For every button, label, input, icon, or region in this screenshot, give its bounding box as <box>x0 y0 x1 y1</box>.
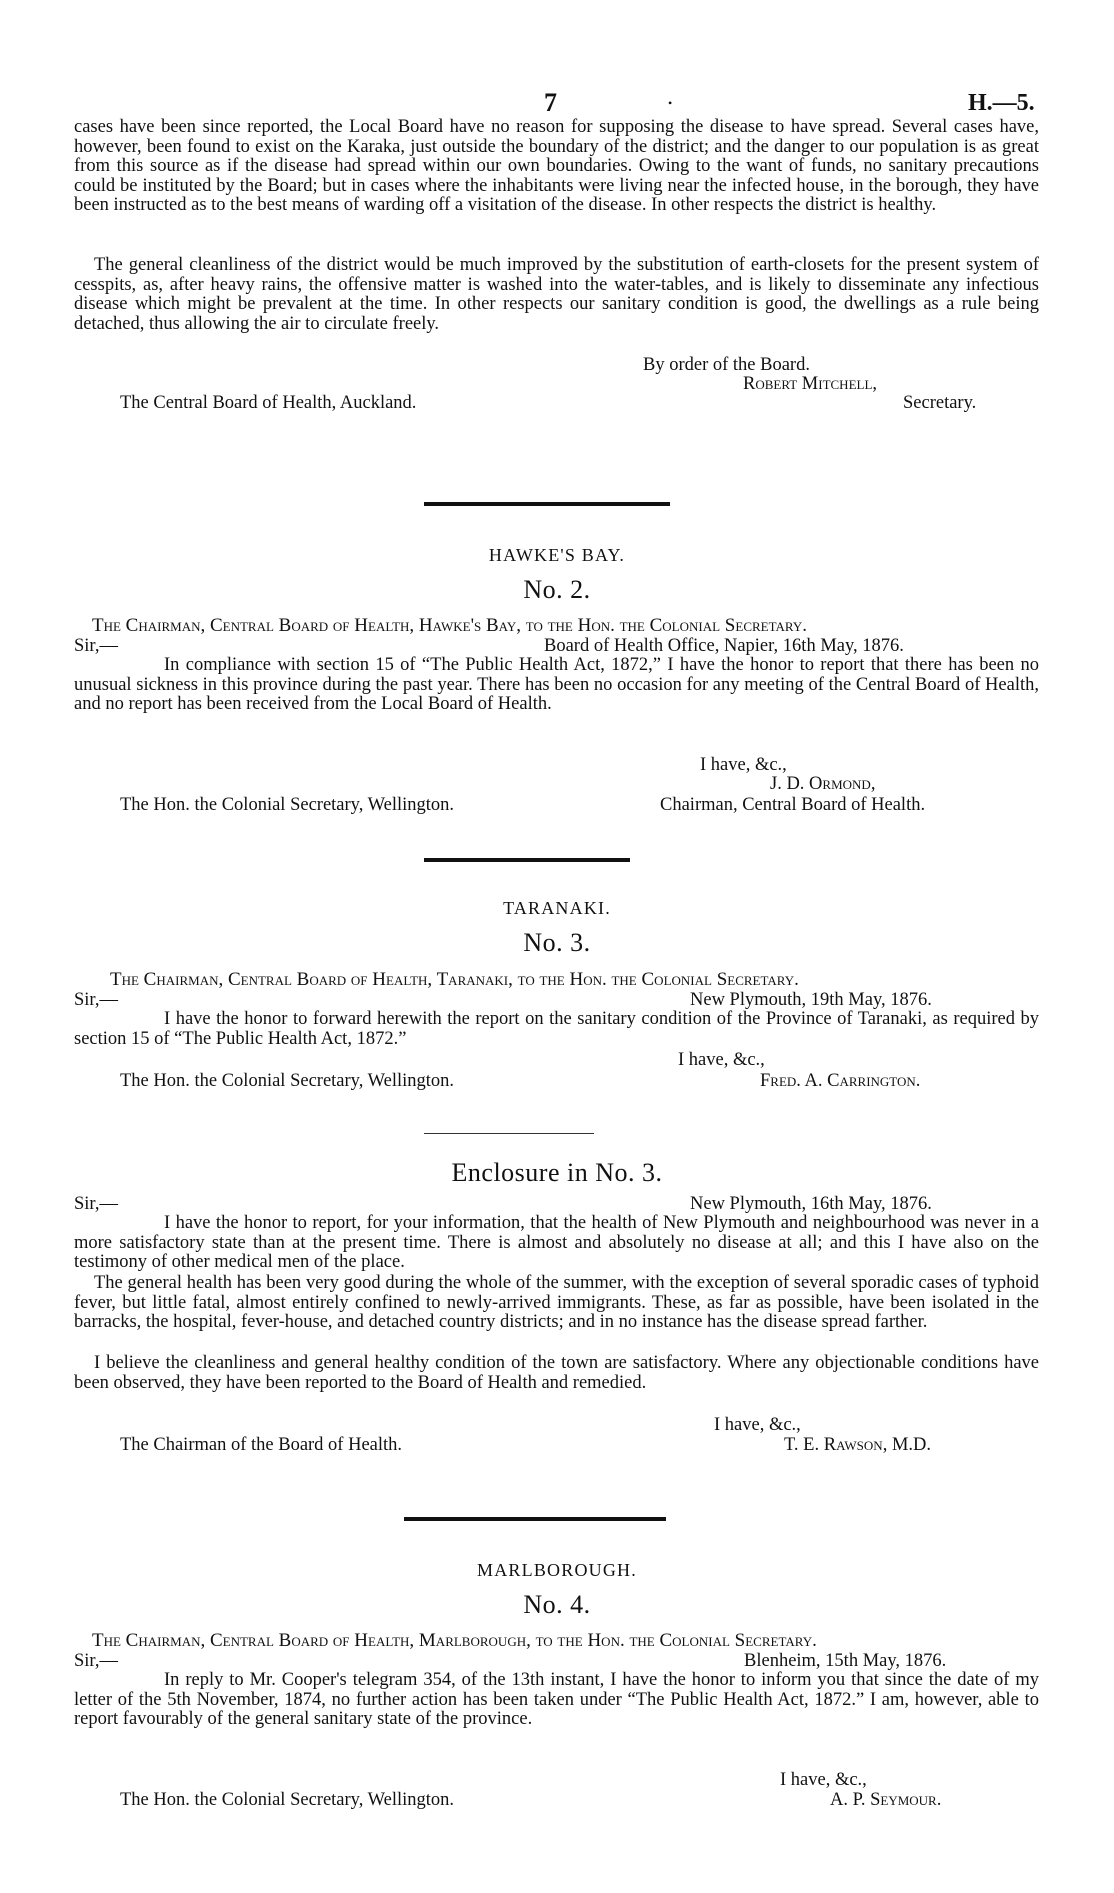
body-hawkes-bay <box>74 656 1039 715</box>
signatory-hawkes-bay: J. D. Ormond, <box>770 774 876 794</box>
enclosure-paragraph-3 <box>74 1354 1039 1393</box>
region-heading-marlborough: MARLBOROUGH. <box>477 1560 637 1580</box>
routing-line-hawkes-bay: The Chairman, Central Board of Health, Hawke's Bay, to the Hon. the Colonial Secretary. <box>92 615 807 636</box>
section-divider <box>424 502 670 506</box>
signatory-marlborough: A. P. Seymour. <box>830 1790 942 1810</box>
by-order-line: By order of the Board. <box>643 355 810 375</box>
body-taranaki <box>74 1010 1039 1049</box>
document-reference: H.—5. <box>968 90 1035 116</box>
intro-addressee: The Central Board of Health, Auckland. <box>120 393 417 413</box>
enclosure-paragraph-1-text: I have the honor to report, for your information, that the health of New Plymouth and neighbourhood was never in a more satisfactory state than at the present time. There is almost and absolutely no disease at all; and this I have also on the testimony of other medical men of the place. <box>74 1213 1039 1273</box>
place-date-marlborough: Blenheim, 15th May, 1876. <box>744 1651 947 1671</box>
body-hawkes-bay-text: In compliance with section 15 of “The Public Health Act, 1872,” I have the honor to report that there has been no unusual sickness in this province during the past year. There has been no occasion for any meeting of the Central Board of Health, and no report has been received from the Local Board of Health. <box>74 655 1039 715</box>
place-date-taranaki: New Plymouth, 19th May, 1876. <box>690 990 932 1010</box>
body-marlborough-text: In reply to Mr. Cooper's telegram 354, of the 13th instant, I have the honor to inform you that since the date of my letter of the 5th November, 1874, no further action has been taken under “The Public Health Act, 1872.” I am, however, able to report favourably of the general sanitary state of the province. <box>74 1670 1039 1730</box>
closing-marlborough: I have, &c., <box>780 1770 867 1790</box>
closing-taranaki: I have, &c., <box>678 1050 765 1070</box>
addressee-marlborough: The Hon. the Colonial Secretary, Wellington. <box>120 1790 455 1810</box>
salutation-marlborough: Sir,— <box>74 1651 118 1671</box>
intro-signatory-title: Secretary. <box>903 393 977 413</box>
salutation-taranaki: Sir,— <box>74 990 118 1010</box>
addressee-taranaki: The Hon. the Colonial Secretary, Wellington. <box>120 1071 455 1091</box>
section-divider <box>404 1517 666 1521</box>
place-date-hawkes-bay: Board of Health Office, Napier, 16th May, 1876. <box>544 636 904 656</box>
signatory-enclosure: T. E. Rawson, M.D. <box>784 1435 932 1455</box>
addressee-hawkes-bay: The Hon. the Colonial Secretary, Wellington. <box>120 795 455 815</box>
signatory-title-hawkes-bay: Chairman, Central Board of Health. <box>660 795 926 815</box>
header-dot: • <box>668 96 673 110</box>
letter-number-4: No. 4. <box>523 1590 591 1619</box>
intro-paragraph-2 <box>74 256 1039 334</box>
intro-signatory: Robert Mitchell, <box>743 374 878 394</box>
closing-hawkes-bay: I have, &c., <box>700 755 787 775</box>
intro-paragraph-1-text: cases have been since reported, the Local Board have no reason for supposing the disease to have spread. Several cases have, however, been found to exist on the Karaka, just outside the boundary of the district; and the danger to our population is as great from this source as if the disease had spread within our own boundaries. Owing to the want of funds, no sanitary precautions could be instituted by the Board; but in cases where the inhabitants were living near the infected house, in the borough, they have been instructed as to the best means of warding off a visitation of the disease. In other respects the district is healthy. <box>74 117 1039 216</box>
routing-line-marlborough: The Chairman, Central Board of Health, Marlborough, to the Hon. the Colonial Secretary. <box>92 1630 817 1651</box>
enclosure-divider <box>424 1133 594 1134</box>
region-heading-hawkes-bay: HAWKE'S BAY. <box>488 545 626 565</box>
letter-number-2: No. 2. <box>523 575 591 604</box>
signatory-taranaki: Fred. A. Carrington. <box>760 1071 921 1091</box>
routing-line-taranaki: The Chairman, Central Board of Health, Taranaki, to the Hon. the Colonial Secretary. <box>110 969 799 990</box>
body-marlborough <box>74 1671 1039 1730</box>
body-taranaki-text: I have the honor to forward herewith the report on the sanitary condition of the Province of Taranaki, as required by section 15 of “The Public Health Act, 1872.” <box>74 1009 1039 1049</box>
region-heading-taranaki: TARANAKI. <box>503 898 611 918</box>
letter-number-3: No. 3. <box>523 928 591 957</box>
page-number: 7 <box>544 88 557 117</box>
enclosure-paragraph-2 <box>74 1274 1039 1333</box>
enclosure-heading: Enclosure in No. 3. <box>451 1158 663 1187</box>
intro-paragraph-2-text: The general cleanliness of the district would be much improved by the substitution of earth-closets for the present system of cesspits, as, after heavy rains, the offensive matter is washed into the water-tables, and is likely to disseminate any infectious disease which might be prevalent at the time. In other respects our sanitary condition is good, the dwellings as a rule being detached, thus allowing the air to circulate freely. <box>74 255 1039 334</box>
enclosure-paragraph-1 <box>74 1214 1039 1273</box>
closing-enclosure: I have, &c., <box>714 1415 801 1435</box>
salutation-hawkes-bay: Sir,— <box>74 636 118 656</box>
intro-paragraph-1 <box>74 118 1039 216</box>
section-divider <box>424 858 630 862</box>
addressee-enclosure: The Chairman of the Board of Health. <box>120 1435 403 1455</box>
enclosure-paragraph-3-text: I believe the cleanliness and general healthy condition of the town are satisfactory. Where any objectionable conditions have been observed, they have been reported to the Board of Health and remedied. <box>74 1353 1039 1393</box>
salutation-enclosure: Sir,— <box>74 1194 118 1214</box>
place-date-enclosure: New Plymouth, 16th May, 1876. <box>690 1194 932 1214</box>
enclosure-paragraph-2-text: The general health has been very good during the whole of the summer, with the exception of several sporadic cases of typhoid fever, but little fatal, almost entirely confined to newly-arrived immigrants. These, as far as possible, have been isolated in the barracks, the hospital, fever-house, and detached country districts; and in no instance has the disease spread farther. <box>74 1273 1039 1333</box>
